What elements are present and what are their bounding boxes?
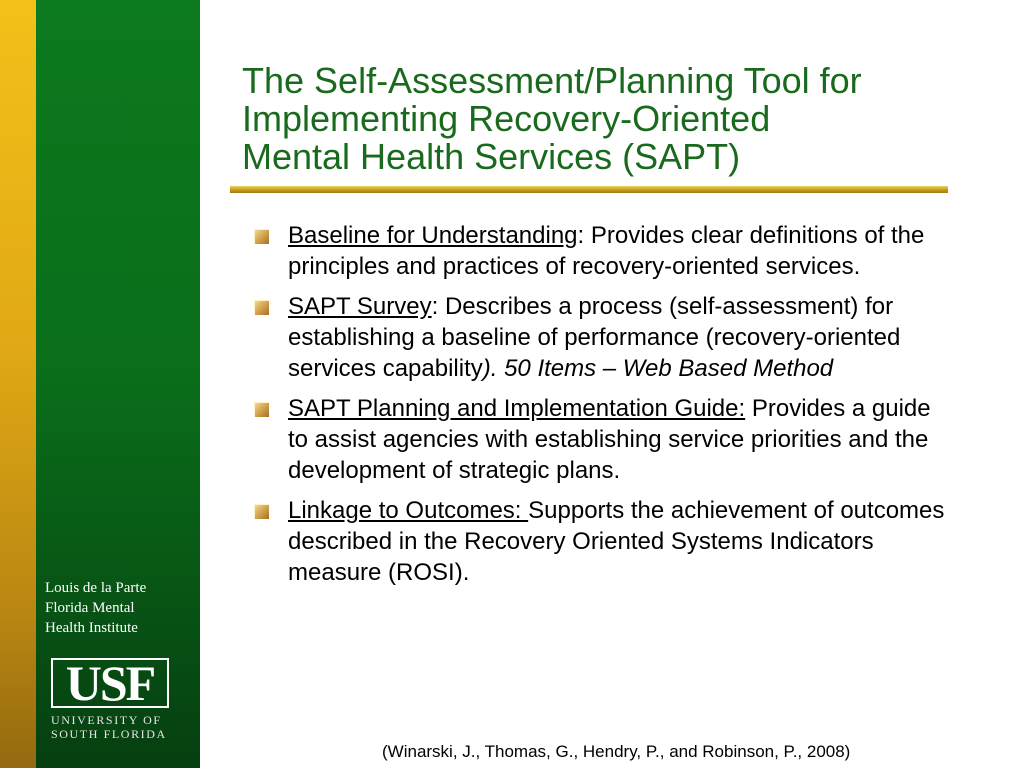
bullet-text: Supports the achievement of outcomes described in the Recovery Oriented Systems Indicators measure (ROSI). <box>288 497 945 586</box>
institute-line: Health Institute <box>45 620 138 636</box>
university-line: SOUTH FLORIDA <box>51 727 167 741</box>
title-divider <box>230 186 948 193</box>
slide-title <box>242 62 982 176</box>
bullet-square-icon <box>254 300 269 315</box>
title-line: Mental Health Services (SAPT) <box>242 136 741 177</box>
bullet-item <box>252 291 952 384</box>
university-name <box>51 713 171 741</box>
bullet-item <box>252 220 952 282</box>
university-line: UNIVERSITY OF <box>51 713 162 727</box>
bullet-term: SAPT Planning and Implementation Guide: <box>288 395 746 422</box>
bullet-term: Linkage to Outcomes: <box>288 497 529 524</box>
institute-line: Louis de la Parte <box>45 580 147 596</box>
bullet-square-icon <box>254 402 269 417</box>
bullet-term: SAPT Survey <box>288 293 432 320</box>
citation: (Winarski, J., Thomas, G., Hendry, P., and Robinson, P., 2008) <box>382 742 851 761</box>
bullet-term: Baseline for Understanding <box>288 222 578 249</box>
institute-line: Florida Mental <box>45 600 135 616</box>
green-sidebar <box>36 0 200 768</box>
bullet-text: : Describes a process (self-assessment) for establishing a baseline of performance (recovery-oriented services capability <box>288 293 901 382</box>
usf-logo-text: USF <box>65 655 155 711</box>
bullet-text: Provides a guide to assist agencies with establishing service priorities and the development of strategic plans. <box>288 395 931 484</box>
bullet-square-icon <box>254 504 269 519</box>
bullet-list <box>252 220 952 597</box>
usf-logo <box>51 655 169 711</box>
bullet-item <box>252 495 952 588</box>
title-line: Implementing Recovery-Oriented <box>242 98 771 139</box>
gold-side-strip <box>0 0 36 768</box>
title-line: The Self-Assessment/Planning Tool for <box>242 60 862 101</box>
institute-name <box>45 578 195 638</box>
bullet-square-icon <box>254 229 269 244</box>
bullet-item <box>252 393 952 486</box>
bullet-italic-text: ). 50 Items – Web Based Method <box>482 355 834 382</box>
bullet-text: : Provides clear definitions of the principles and practices of recovery-oriented services. <box>288 222 925 280</box>
